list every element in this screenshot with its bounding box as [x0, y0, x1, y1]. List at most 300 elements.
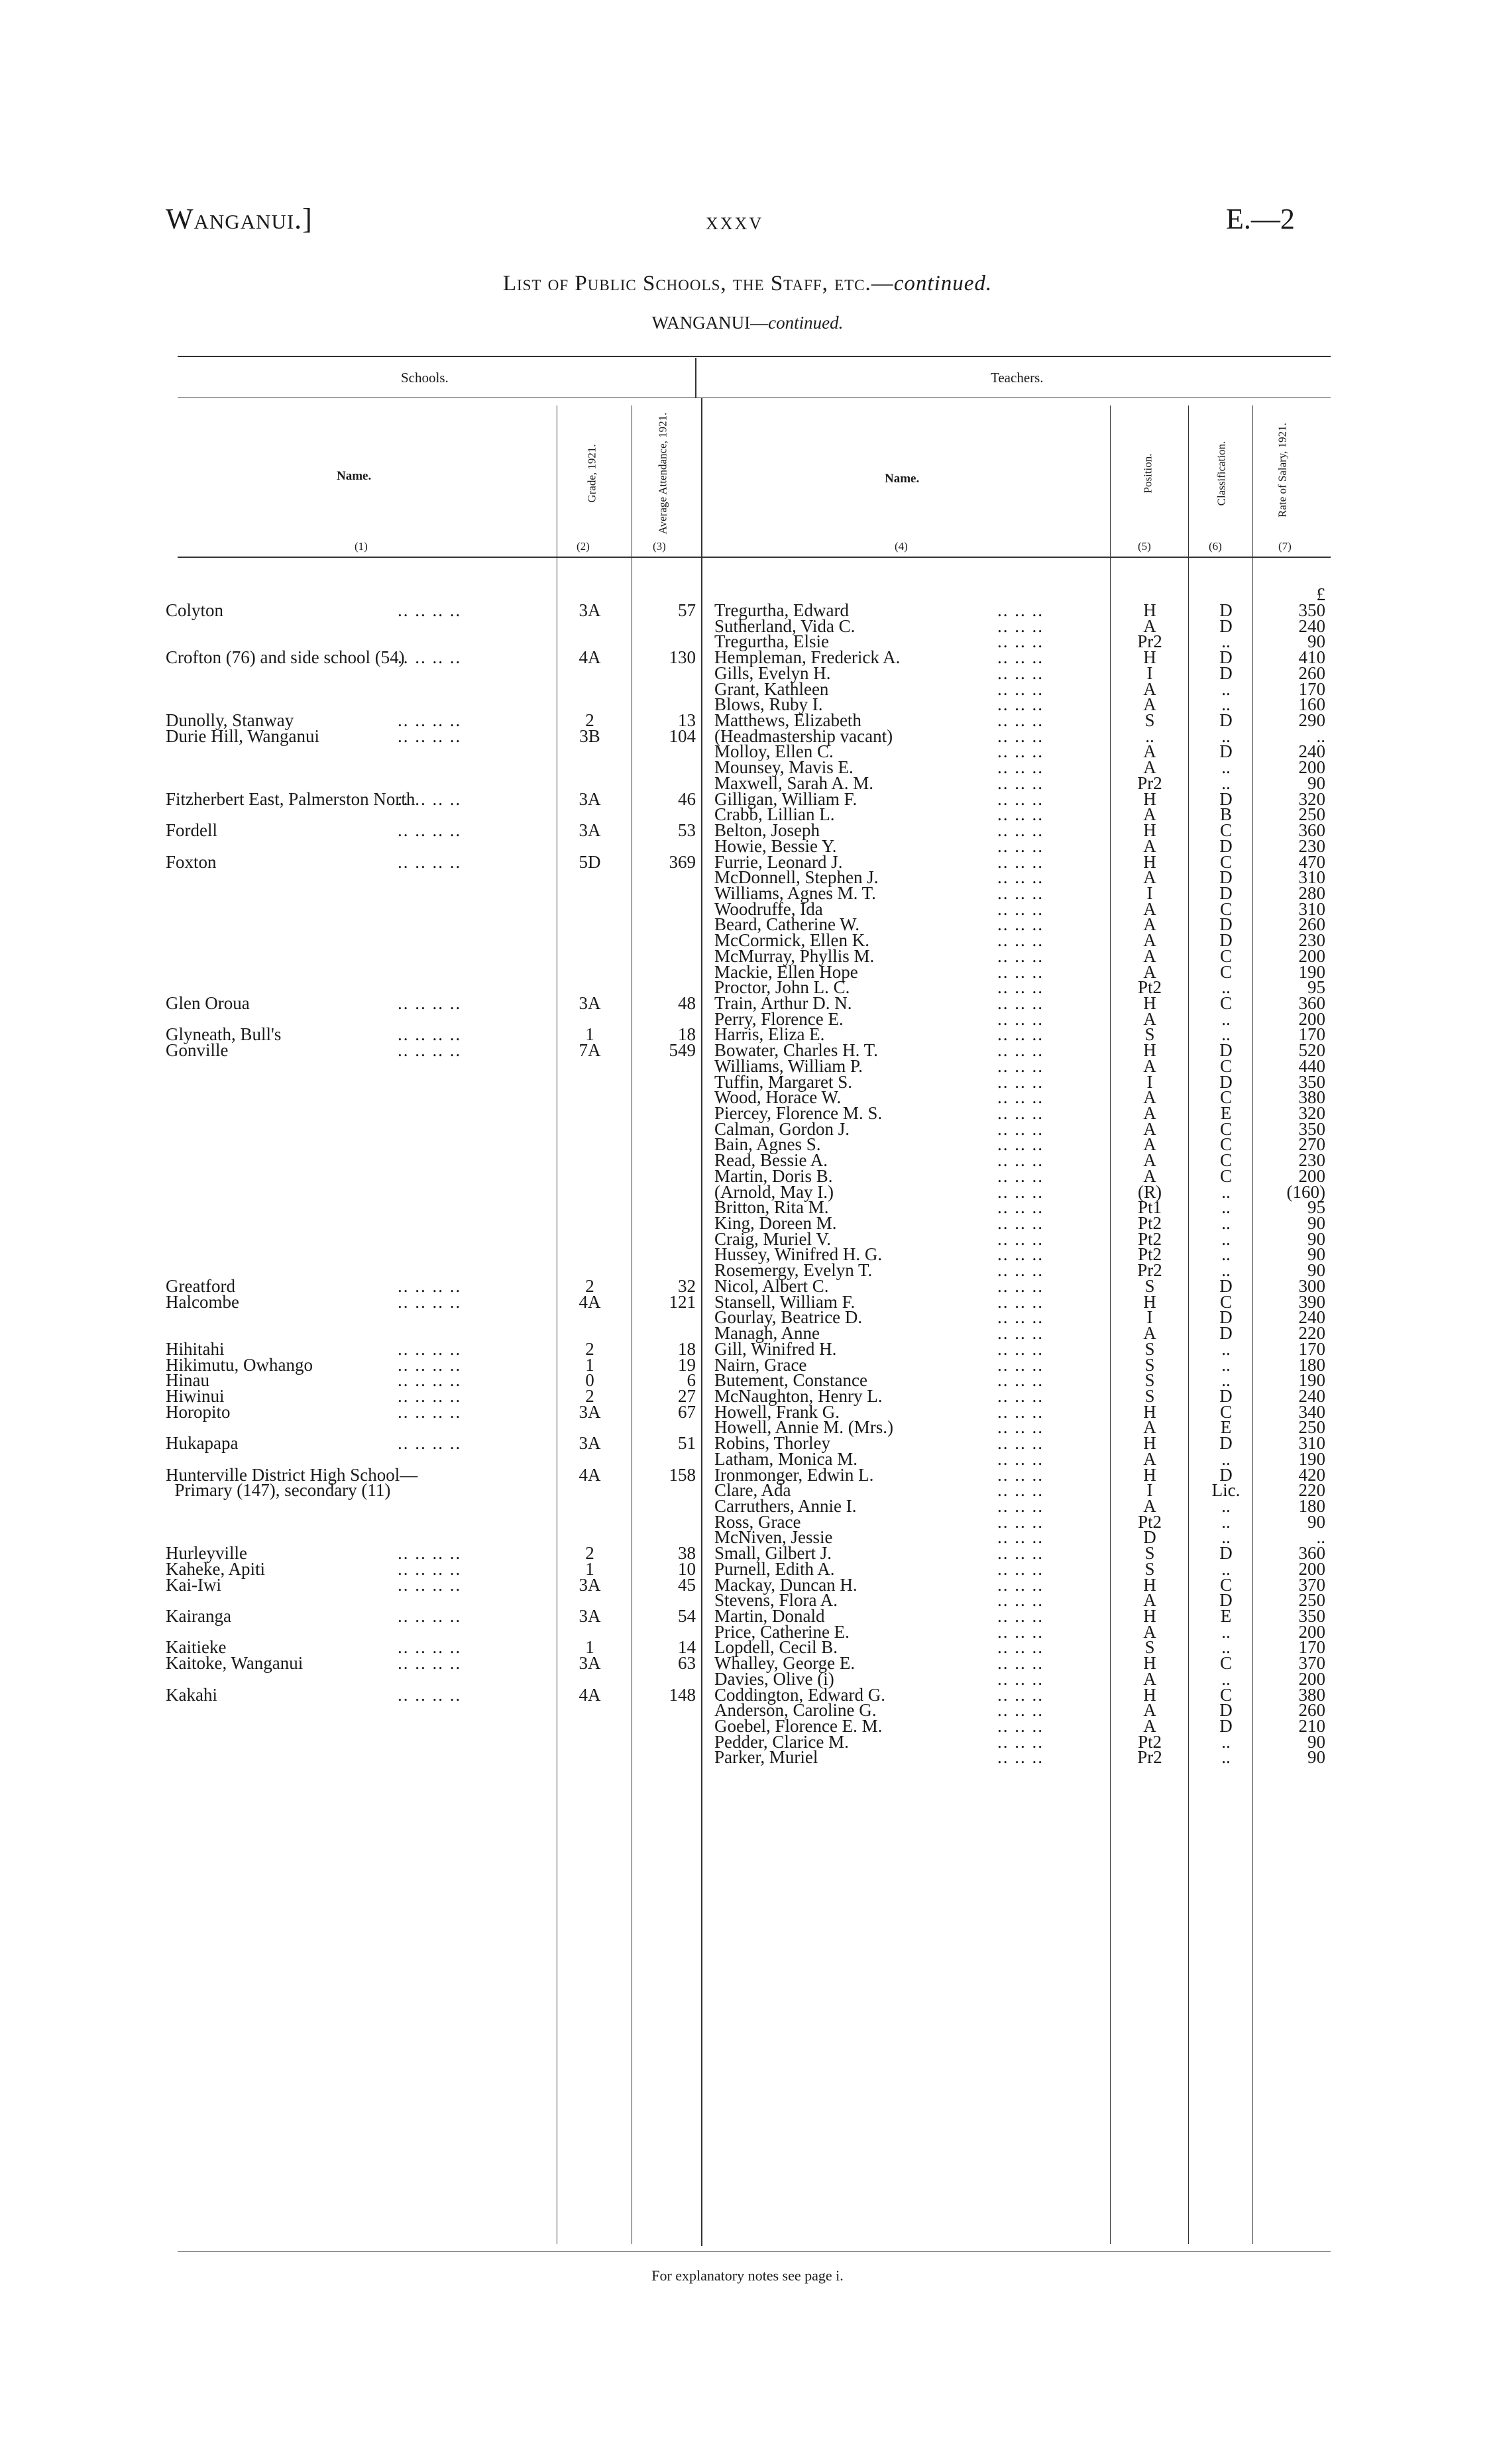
school-name-cell: Dunolly, Stanway [166, 710, 294, 731]
teacher-leader-dots: .. .. .. [997, 773, 1044, 793]
position-cell: A [1143, 1118, 1156, 1139]
teacher-leader-dots: .. .. .. [997, 1621, 1044, 1642]
teacher-leader-dots: .. .. .. [997, 914, 1044, 935]
classification-cell: B [1219, 804, 1232, 825]
teacher-leader-dots: .. .. .. [997, 898, 1044, 919]
teacher-leader-dots: .. .. .. [997, 741, 1044, 762]
attendance-cell: 45 [678, 1574, 696, 1595]
classification-cell: .. [1221, 1731, 1231, 1752]
col-number-2: (2) [577, 540, 590, 553]
school-leader-dots: .. .. .. .. [398, 992, 462, 1013]
teacher-name-cell: Belton, Joseph [714, 820, 820, 841]
position-cell: Pt2 [1137, 1511, 1162, 1532]
attendance-cell: 6 [687, 1370, 696, 1391]
salary-cell: 210 [1298, 1716, 1325, 1737]
teacher-name-cell: McDonnell, Stephen J. [714, 867, 879, 888]
position-cell: H [1143, 788, 1156, 809]
school-leader-dots: .. .. .. .. [398, 600, 462, 620]
grade-cell: 2 [585, 1385, 594, 1406]
position-cell: I [1146, 1480, 1153, 1501]
position-cell: Pt2 [1137, 1731, 1162, 1752]
teacher-leader-dots: .. .. .. [997, 1543, 1044, 1564]
teacher-leader-dots: .. .. .. [997, 1228, 1044, 1249]
salary-cell: 90 [1307, 1260, 1325, 1281]
classification-cell: D [1219, 1040, 1233, 1061]
classification-cell: E [1220, 1103, 1232, 1123]
school-leader-dots: .. .. .. .. [398, 1275, 462, 1296]
salary-cell: 200 [1298, 1668, 1325, 1689]
teacher-leader-dots: .. .. .. [997, 992, 1044, 1013]
attendance-cell: 57 [678, 600, 696, 620]
teacher-leader-dots: .. .. .. [997, 1606, 1044, 1626]
teacher-leader-dots: .. .. .. [997, 1401, 1044, 1422]
position-cell: .. [1145, 725, 1154, 746]
teacher-leader-dots: .. .. .. [997, 1323, 1044, 1344]
classification-cell: D [1219, 1385, 1233, 1406]
teacher-name-cell: Price, Catherine E. [714, 1621, 850, 1642]
position-cell: A [1143, 741, 1156, 762]
attendance-cell: 10 [678, 1558, 696, 1579]
teacher-leader-dots: .. .. .. [997, 600, 1044, 620]
teacher-name-cell: Bain, Agnes S. [714, 1134, 821, 1155]
attendance-cell: 63 [678, 1653, 696, 1674]
attendance-cell: 549 [669, 1040, 696, 1061]
teacher-name-cell: (Arnold, May I.) [714, 1181, 834, 1202]
grade-cell: 3A [579, 820, 601, 841]
teacher-name-cell: Small, Gilbert J. [714, 1543, 832, 1564]
position-cell: H [1143, 1433, 1156, 1454]
teacher-leader-dots: .. .. .. [997, 1668, 1044, 1689]
salary-cell: 260 [1298, 663, 1325, 683]
classification-cell: D [1219, 883, 1233, 903]
classification-cell: .. [1221, 1181, 1231, 1202]
grade-cell: 1 [585, 1558, 594, 1579]
teacher-name-cell: Managh, Anne [714, 1323, 820, 1344]
salary-cell: 360 [1298, 1543, 1325, 1564]
school-name-cell: Kaitoke, Wanganui [166, 1653, 304, 1674]
teacher-name-cell: Anderson, Caroline G. [714, 1700, 877, 1721]
title-italic: continued. [893, 272, 993, 295]
salary-cell: 410 [1298, 647, 1325, 668]
classification-cell: D [1219, 600, 1233, 620]
teacher-name-cell: Whalley, George E. [714, 1653, 856, 1674]
salary-cell: .. [1316, 1527, 1325, 1548]
salary-cell: 240 [1298, 1307, 1325, 1328]
teacher-name-cell: Stevens, Flora A. [714, 1590, 838, 1611]
classification-cell: D [1219, 1716, 1233, 1737]
grade-cell: 2 [585, 1275, 594, 1296]
attendance-cell: 53 [678, 820, 696, 841]
classification-cell: C [1219, 1150, 1232, 1171]
school-leader-dots: .. .. .. .. [398, 1653, 462, 1674]
school-leader-dots: .. .. .. .. [398, 725, 462, 746]
position-cell: H [1143, 1291, 1156, 1312]
teacher-name-cell: Grant, Kathleen [714, 678, 829, 699]
salary-cell: 470 [1298, 851, 1325, 872]
teacher-leader-dots: .. .. .. [997, 1307, 1044, 1328]
classification-cell: D [1219, 1590, 1233, 1611]
position-cell: I [1146, 663, 1153, 683]
grade-cell: 3A [579, 1606, 601, 1626]
teacher-leader-dots: .. .. .. [997, 1731, 1044, 1752]
salary-cell: 240 [1298, 741, 1325, 762]
school-leader-dots: .. .. .. .. [398, 788, 462, 809]
attendance-cell: 148 [669, 1684, 696, 1705]
school-leader-dots: .. .. .. .. [398, 1354, 462, 1375]
position-cell: H [1143, 1464, 1156, 1485]
school-name-cell: Foxton [166, 851, 217, 872]
school-name-cell: Durie Hill, Wanganui [166, 725, 320, 746]
teacher-name-cell: Crabb, Lillian L. [714, 804, 835, 825]
salary-cell: 420 [1298, 1464, 1325, 1485]
salary-cell: 250 [1298, 1590, 1325, 1611]
position-cell: A [1143, 835, 1156, 856]
position-cell: A [1143, 1323, 1156, 1344]
position-cell: Pt2 [1137, 1228, 1162, 1249]
teacher-name-cell: Wood, Horace W. [714, 1087, 842, 1108]
salary-cell: 290 [1298, 710, 1325, 731]
salary-cell: 90 [1307, 1213, 1325, 1234]
attendance-cell: 104 [669, 725, 696, 746]
teacher-leader-dots: .. .. .. [997, 678, 1044, 699]
teacher-name-cell: Perry, Florence E. [714, 1008, 844, 1029]
teacher-leader-dots: .. .. .. [997, 1260, 1044, 1281]
position-cell: A [1143, 945, 1156, 966]
salary-cell: 280 [1298, 883, 1325, 903]
teacher-leader-dots: .. .. .. [997, 616, 1044, 636]
classification-cell: .. [1221, 1448, 1231, 1469]
position-cell: A [1143, 930, 1156, 951]
col-number-5: (5) [1138, 540, 1151, 553]
teacher-leader-dots: .. .. .. [997, 1653, 1044, 1674]
classification-cell: Lic. [1211, 1480, 1241, 1501]
classification-cell: .. [1221, 1024, 1231, 1045]
attendance-cell: 121 [669, 1291, 696, 1312]
teacher-name-cell: Craig, Muriel V. [714, 1228, 832, 1249]
teacher-name-cell: Howell, Annie M. (Mrs.) [714, 1417, 893, 1438]
classification-cell: .. [1221, 1511, 1231, 1532]
school-leader-dots: .. .. .. .. [398, 647, 462, 668]
classification-cell: .. [1221, 678, 1231, 699]
position-cell: A [1143, 898, 1156, 919]
classification-cell: C [1219, 1574, 1232, 1595]
grade-cell: 7A [579, 1040, 601, 1061]
teacher-name-cell: McMurray, Phyllis M. [714, 945, 875, 966]
position-cell: S [1144, 1275, 1155, 1296]
position-cell: A [1143, 1448, 1156, 1469]
table-body [0, 600, 1495, 1768]
teacher-name-cell: Sutherland, Vida C. [714, 616, 856, 636]
col-header-classification: Classification. [1215, 441, 1228, 506]
col-header-rate: Rate of Salary, 1921. [1276, 423, 1289, 517]
teacher-name-cell: Howie, Bessie Y. [714, 835, 837, 856]
classification-cell: D [1219, 788, 1233, 809]
classification-cell: E [1220, 1417, 1232, 1438]
teacher-name-cell: Read, Bessie A. [714, 1150, 828, 1171]
school-name-cell: Halcombe [166, 1291, 239, 1312]
teacher-name-cell: Williams, William P. [714, 1055, 863, 1076]
position-cell: A [1143, 867, 1156, 888]
col-header-grade: Grade, 1921. [585, 444, 598, 503]
teacher-name-cell: Beard, Catherine W. [714, 914, 859, 935]
grade-cell: 4A [579, 1291, 601, 1312]
position-cell: A [1143, 961, 1156, 982]
classification-cell: .. [1221, 1370, 1231, 1391]
teacher-leader-dots: .. .. .. [997, 1527, 1044, 1548]
teacher-name-cell: Gills, Evelyn H. [714, 663, 831, 683]
classification-cell: D [1219, 1700, 1233, 1721]
school-leader-dots: .. .. .. .. [398, 1558, 462, 1579]
position-cell: H [1143, 820, 1156, 841]
classification-cell: .. [1221, 1747, 1231, 1768]
teacher-leader-dots: .. .. .. [997, 1574, 1044, 1595]
school-leader-dots: .. .. .. .. [398, 1040, 462, 1061]
teacher-leader-dots: .. .. .. [997, 1008, 1044, 1029]
grade-cell: 4A [579, 1684, 601, 1705]
salary-cell: 200 [1298, 1165, 1325, 1186]
teacher-leader-dots: .. .. .. [997, 1071, 1044, 1092]
classification-cell: .. [1221, 977, 1231, 998]
position-cell: A [1143, 804, 1156, 825]
school-leader-dots: .. .. .. .. [398, 1606, 462, 1626]
school-name-cell: Kaheke, Apiti [166, 1558, 265, 1579]
position-cell: H [1143, 1040, 1156, 1061]
school-name-cell: Greatford [166, 1275, 235, 1296]
salary-cell: 250 [1298, 1417, 1325, 1438]
position-cell: A [1143, 694, 1156, 715]
position-cell: A [1143, 1165, 1156, 1186]
position-cell: A [1143, 616, 1156, 636]
school-name-cell: Crofton (76) and side school (54) [166, 647, 405, 668]
classification-cell: C [1219, 1055, 1232, 1076]
salary-cell: 90 [1307, 631, 1325, 652]
grade-cell: 1 [585, 1354, 594, 1375]
position-cell: H [1143, 851, 1156, 872]
position-cell: D [1143, 1527, 1156, 1548]
group-heading-teachers: Teachers. [991, 370, 1044, 386]
position-cell: H [1143, 1574, 1156, 1595]
position-cell: Pt1 [1137, 1197, 1162, 1218]
attendance-cell: 130 [669, 647, 696, 668]
teacher-leader-dots: .. .. .. [997, 788, 1044, 809]
teacher-leader-dots: .. .. .. [997, 1244, 1044, 1265]
position-cell: H [1143, 600, 1156, 620]
teacher-name-cell: Matthews, Elizabeth [714, 710, 861, 731]
salary-cell: 90 [1307, 1228, 1325, 1249]
salary-cell: 200 [1298, 945, 1325, 966]
teacher-leader-dots: .. .. .. [997, 1700, 1044, 1721]
table-top-rule [178, 356, 1331, 357]
teacher-leader-dots: .. .. .. [997, 1385, 1044, 1406]
school-leader-dots: .. .. .. .. [398, 820, 462, 841]
classification-cell: C [1219, 1653, 1232, 1674]
teacher-name-cell: Train, Arthur D. N. [714, 992, 852, 1013]
salary-cell: 95 [1307, 977, 1325, 998]
classification-cell: .. [1221, 1637, 1231, 1658]
school-name-cell: Kaitieke [166, 1637, 227, 1658]
teacher-leader-dots: .. .. .. [997, 1338, 1044, 1359]
teacher-leader-dots: .. .. .. [997, 1495, 1044, 1516]
teacher-leader-dots: .. .. .. [997, 1024, 1044, 1045]
salary-cell: 170 [1298, 1024, 1325, 1045]
school-name-cell: Hurleyville [166, 1543, 247, 1564]
classification-cell: D [1219, 1275, 1233, 1296]
attendance-cell: 38 [678, 1543, 696, 1564]
position-cell: S [1144, 1385, 1155, 1406]
salary-cell: 240 [1298, 616, 1325, 636]
classification-cell: D [1219, 835, 1233, 856]
attendance-cell: 18 [678, 1338, 696, 1359]
salary-cell: 220 [1298, 1480, 1325, 1501]
teacher-name-cell: Gilligan, William F. [714, 788, 858, 809]
classification-cell: .. [1221, 1260, 1231, 1281]
teacher-leader-dots: .. .. .. [997, 1417, 1044, 1438]
position-cell: Pt2 [1137, 977, 1162, 998]
teacher-name-cell: Martin, Donald [714, 1606, 825, 1626]
teacher-name-cell: Clare, Ada [714, 1480, 791, 1501]
teacher-leader-dots: .. .. .. [997, 804, 1044, 825]
teacher-name-cell: (Headmastership vacant) [714, 725, 893, 746]
salary-cell: 190 [1298, 1370, 1325, 1391]
school-name-cell: Hukapapa [166, 1433, 239, 1454]
teacher-leader-dots: .. .. .. [997, 883, 1044, 903]
teacher-leader-dots: .. .. .. [997, 851, 1044, 872]
grade-cell: 3A [579, 600, 601, 620]
salary-cell: 350 [1298, 1071, 1325, 1092]
teacher-leader-dots: .. .. .. [997, 631, 1044, 652]
teacher-leader-dots: .. .. .. [997, 757, 1044, 778]
teacher-name-cell: Goebel, Florence E. M. [714, 1716, 883, 1737]
teacher-name-cell: Parker, Muriel [714, 1747, 818, 1768]
teacher-name-cell: Britton, Rita M. [714, 1197, 829, 1218]
page-header-left: Wanganui.] [166, 203, 313, 235]
position-cell: S [1144, 1543, 1155, 1564]
classification-cell: C [1219, 1165, 1232, 1186]
salary-cell: 220 [1298, 1323, 1325, 1344]
salary-cell: 190 [1298, 961, 1325, 982]
page-header-right: E.—2 [1226, 203, 1295, 235]
classification-cell: .. [1221, 757, 1231, 778]
attendance-cell: 67 [678, 1401, 696, 1422]
classification-cell: C [1219, 1134, 1232, 1155]
attendance-cell: 51 [678, 1433, 696, 1454]
school-leader-dots: .. .. .. .. [398, 851, 462, 872]
teacher-leader-dots: .. .. .. [997, 647, 1044, 668]
grade-cell: 3B [579, 725, 600, 746]
teacher-name-cell: Carruthers, Annie I. [714, 1495, 857, 1516]
classification-cell: .. [1221, 1527, 1231, 1548]
classification-cell: D [1219, 1543, 1233, 1564]
classification-cell: D [1219, 1307, 1233, 1328]
classification-cell: .. [1221, 1008, 1231, 1029]
title-main: List of Public Schools, the Staff, etc.— [502, 272, 894, 295]
position-cell: S [1144, 1370, 1155, 1391]
teacher-name-cell: Furrie, Leonard J. [714, 851, 843, 872]
teacher-name-cell: Proctor, John L. C. [714, 977, 850, 998]
classification-cell: .. [1221, 1213, 1231, 1234]
classification-cell: D [1219, 663, 1233, 683]
classification-cell: D [1219, 1433, 1233, 1454]
salary-cell: 370 [1298, 1574, 1325, 1595]
teacher-leader-dots: .. .. .. [997, 1464, 1044, 1485]
classification-cell: .. [1221, 694, 1231, 715]
salary-cell: 200 [1298, 1621, 1325, 1642]
teacher-leader-dots: .. .. .. [997, 1055, 1044, 1076]
classification-cell: D [1219, 930, 1233, 951]
position-cell: I [1146, 883, 1153, 903]
classification-cell: D [1219, 1323, 1233, 1344]
classification-cell: E [1220, 1606, 1232, 1626]
grade-cell: 1 [585, 1024, 594, 1045]
position-cell: Pr2 [1137, 1260, 1162, 1281]
teacher-name-cell: Hempleman, Frederick A. [714, 647, 901, 668]
position-cell: Pr2 [1137, 1747, 1162, 1768]
school-name-cell: Fitzherbert East, Palmerston North [166, 788, 415, 809]
teacher-name-cell: McCormick, Ellen K. [714, 930, 869, 951]
teacher-name-cell: Lopdell, Cecil B. [714, 1637, 838, 1658]
school-name-cell: Hunterville District High School— [166, 1464, 418, 1485]
school-name-cell: Colyton [166, 600, 224, 620]
teacher-name-cell: Tuffin, Margaret S. [714, 1071, 853, 1092]
school-name-cell: Fordell [166, 820, 217, 841]
salary-cell: .. [1316, 725, 1325, 746]
salary-cell: 350 [1298, 1118, 1325, 1139]
classification-cell: D [1219, 867, 1233, 888]
teacher-leader-dots: .. .. .. [997, 961, 1044, 982]
salary-cell: 340 [1298, 1401, 1325, 1422]
position-cell: H [1143, 1606, 1156, 1626]
teacher-name-cell: Tregurtha, Edward [714, 600, 849, 620]
position-cell: A [1143, 1495, 1156, 1516]
position-cell: H [1143, 1653, 1156, 1674]
position-cell: A [1143, 1103, 1156, 1123]
position-cell: A [1143, 1668, 1156, 1689]
school-leader-dots: .. .. .. .. [398, 1684, 462, 1705]
salary-cell: 320 [1298, 1103, 1325, 1123]
salary-cell: 170 [1298, 678, 1325, 699]
teacher-name-cell: Nicol, Albert C. [714, 1275, 829, 1296]
teacher-leader-dots: .. .. .. [997, 1747, 1044, 1768]
position-cell: S [1144, 1637, 1155, 1658]
grade-cell: 5D [579, 851, 601, 872]
school-name-cell: Hiwinui [166, 1385, 225, 1406]
currency-symbol: £ [1316, 584, 1325, 604]
salary-cell: 390 [1298, 1291, 1325, 1312]
teacher-leader-dots: .. .. .. [997, 725, 1044, 746]
salary-cell: (160) [1286, 1181, 1325, 1202]
teacher-name-cell: Purnell, Edith A. [714, 1558, 835, 1579]
school-name-cell: Glyneath, Bull's [166, 1024, 282, 1045]
teacher-name-cell: Butement, Constance [714, 1370, 867, 1391]
table-bottom-rule [178, 2251, 1331, 2252]
salary-cell: 200 [1298, 1008, 1325, 1029]
attendance-cell: 54 [678, 1606, 696, 1626]
school-leader-dots: .. .. .. .. [398, 1385, 462, 1406]
teacher-leader-dots: .. .. .. [997, 1118, 1044, 1139]
position-cell: A [1143, 1716, 1156, 1737]
classification-cell: D [1219, 616, 1233, 636]
teacher-name-cell: Pedder, Clarice M. [714, 1731, 849, 1752]
salary-cell: 360 [1298, 992, 1325, 1013]
classification-cell: .. [1221, 1197, 1231, 1218]
school-leader-dots: .. .. .. .. [398, 1338, 462, 1359]
attendance-cell: 13 [678, 710, 696, 731]
position-cell: H [1143, 1684, 1156, 1705]
salary-cell: 300 [1298, 1275, 1325, 1296]
grade-cell: 3A [579, 1433, 601, 1454]
position-cell: I [1146, 1307, 1153, 1328]
position-cell: I [1146, 1071, 1153, 1092]
